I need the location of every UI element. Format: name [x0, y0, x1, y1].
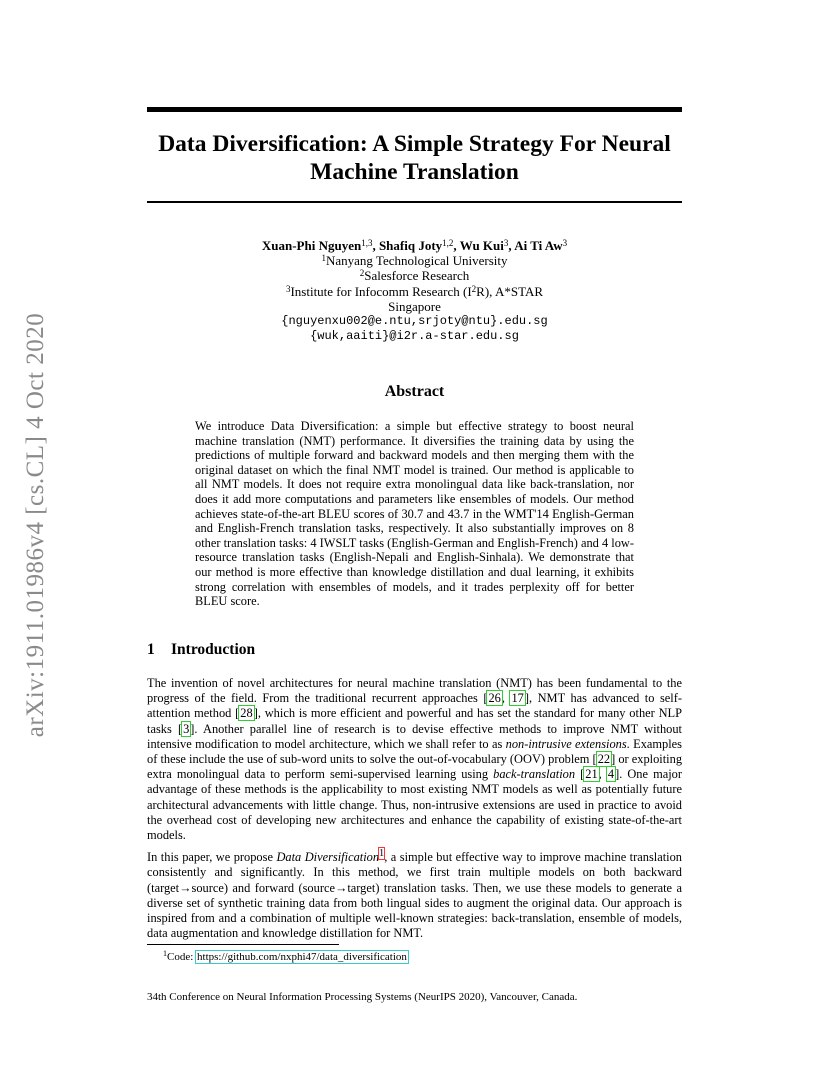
footnote-number: 1 [163, 949, 167, 958]
citation-link[interactable]: 28 [240, 706, 253, 721]
emphasis-text: back-translation [493, 767, 576, 782]
emphasis-text: non-intrusive extensions [505, 736, 627, 751]
affiliation-marker: 3 [285, 283, 291, 294]
arxiv-id-text: arXiv:1911.01986v4 [cs.CL] 4 Oct 2020 [22, 312, 49, 738]
title-rule-top [147, 107, 682, 112]
title-rule-bottom [147, 201, 682, 203]
affiliation-text: Nanyang Technological University [325, 253, 508, 269]
superscript: 2 [471, 283, 477, 294]
affiliation-marker: 3 [503, 238, 509, 248]
footnote-link[interactable]: 1 [379, 848, 385, 859]
text-run: , [598, 767, 607, 782]
abstract-text: We introduce Data Diversification: a simple but effective strategy to boost neural machine translation (NMT) performance. It diversifies the training data by using the predictions of multiple forward and backward models and then merging them with the original dataset on which the final NMT model is trained. Our method is applicable to all NMT models. It does not require extra monolingual data like back-translation, nor does it add more computations and parameters like ensembles of models. Our method achieves state-of-the-art BLEU scores of 30.7 and 43.7 in the WMT'14 English-German and English-French translation tasks, respectively. It also substantially improves on 8 other translation tasks: 4 IWSLT tasks (English-German and English-French) and 4 low-resource translation tasks (English-Nepali and English-Sinhala). We demonstrate that our method is more effective than knowledge distillation and dual learning, it exhibits strong correlation with ensembles of models, and it trades perplexity off for better BLEU score. [195, 419, 634, 609]
intro-paragraph-1 [147, 676, 682, 843]
text-run: [ [575, 767, 585, 782]
paper-title: Data Diversification: A Simple Strategy For Neural Machine Translation [158, 131, 671, 185]
text-run: ]. One major advantage of these methods is the applicability to most existing NMT models as well as potentially future architectural advancements with little change. Thus, non-intrusive extensions are used in practice to avoid the overhead cost of developing new architectures and enhance the capability of existing state-of-the-art models. [147, 767, 682, 843]
affiliation-marker: 1 [321, 253, 326, 264]
text-run: . Examples of these include the use of sub-word units to solve the out-of-vocabulary (OOV) problem [ [147, 736, 682, 767]
intro-paragraph-2 [147, 846, 682, 941]
footnote [147, 949, 682, 963]
affiliation-3 [147, 284, 682, 299]
section-number: 1 [147, 641, 155, 658]
code-url-link[interactable]: https://github.com/nxphi47/data_diversification [197, 951, 407, 963]
footnote-rule [147, 944, 339, 945]
arxiv-stamp [16, 295, 56, 755]
affiliation-marker: 1,2 [442, 238, 454, 248]
author-block [147, 238, 682, 344]
affiliation-marker: 3 [562, 238, 568, 248]
text-run: , [501, 691, 511, 706]
affiliation-text: Salesforce Research [364, 268, 470, 284]
text-run: ], which is more efficient and powerful and has set the standard for many other NLP tasks [ [147, 706, 682, 736]
footnote-label: Code: [167, 951, 197, 963]
author-name: Ai Ti Aw [514, 238, 563, 253]
emphasis-text: Data Diversification [276, 850, 380, 865]
affiliation-text: R), A*STAR [476, 283, 544, 299]
citation-link[interactable]: 4 [607, 767, 615, 782]
author-names: Xuan-Phi Nguyen$^{1,3}$, Shafiq Joty$^{1,2}$, Wu Kui$^3$, Ai Ti Aw$^3$ [261, 238, 568, 253]
section-title: Introduction [171, 641, 256, 658]
affiliation-location: Singapore [388, 298, 441, 314]
affiliation-text: Institute for Infocomm Research (I [290, 283, 472, 299]
abstract-heading: Abstract [384, 383, 445, 400]
citation-link[interactable]: 21 [585, 767, 598, 782]
author-name: Xuan-Phi Nguyen [261, 238, 362, 253]
text-run: ] or exploiting extra monolingual data to perform semi-supervised learning using [147, 752, 683, 782]
email-line-1: {nguyenxu002@e.ntu,srjoty@ntu}.edu.sg [281, 314, 548, 329]
text-run: The invention of novel architectures for neural machine translation (NMT) has been fundamental to the progress of the field. From the traditional recurrent approaches [ [147, 676, 682, 706]
text-run: In this paper, we propose [147, 850, 277, 865]
section-heading [147, 641, 255, 659]
citation-link[interactable]: 22 [597, 752, 611, 767]
citation-link[interactable]: 17 [511, 691, 524, 706]
text-run: ], NMT has advanced to self-attention method [ [147, 691, 682, 721]
email-line-2: {wuk,aaiti}@i2r.a-star.edu.sg [310, 329, 519, 344]
text-run: , a simple but effective way to improve machine translation consistently and significantly. In this method, we first train multiple models on both backward (target→source) and forward (source→target) translation tasks. Then, we use these models to generate a diverse set of synthetic training data from both lingual sides to augment the original data. Our approach is inspired from and a combination of multiple well-known strategies: back-translation, ensemble of models, data augmentation and knowledge distillation for NMT. [147, 850, 682, 941]
affiliation-1 [147, 253, 682, 268]
citation-link[interactable]: 26 [488, 691, 501, 706]
affiliation-2 [147, 268, 682, 283]
author-name: Shafiq Joty [378, 238, 443, 253]
author-name: Wu Kui [459, 238, 504, 253]
citation-link[interactable]: 3 [183, 721, 190, 736]
affiliation-marker: 1,3 [361, 238, 373, 248]
affiliation-marker: 2 [359, 268, 365, 279]
text-run: ]. Another parallel line of research is to devise effective methods to improve NMT without intensive modification to model architecture, which we shall refer to as [147, 721, 682, 751]
conference-note: 34th Conference on Neural Information Processing Systems (NeurIPS 2020), Vancouver, Canada. [147, 991, 578, 1003]
